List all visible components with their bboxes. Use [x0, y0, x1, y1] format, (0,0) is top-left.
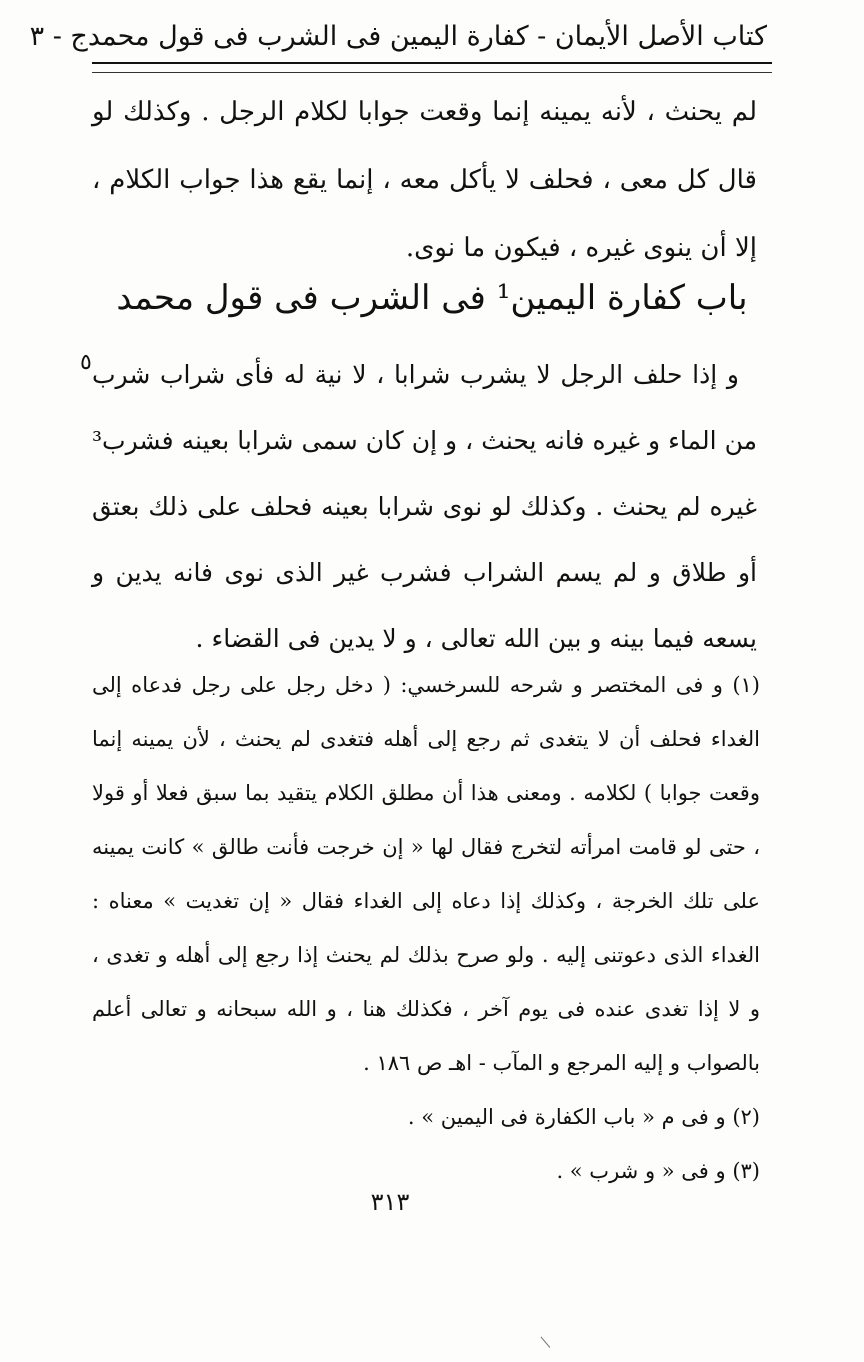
main-paragraph: لم يحنث ، لأنه يمينه إنما وقعت جوابا لكلام الرجل . وكذلك لو قال كل معى ، فحلف لا يأكل معه ، إنما يقع هذا جواب الكلام ، إلا أن ينوى غيره ، فيكون ما نوى. — [92, 97, 757, 263]
footnote-1: (١) و فى المختصر و شرحه للسرخسي: ( دخل رجل على رجل فدعاه إلى الغداء فحلف أن لا يتغدى ثم رجع إلى أهله فتغدى لم يحنث ، لأن يمينه إنما وقعت جوابا ) لكلامه . ومعنى هذا أن مطلق الكلام يتقيد بما سبق فعلا أو قولا ، حتى لو قامت امرأته لتخرج فقال لها « إن خرجت فأنت طالق » كانت يمينه على تلك الخرجة ، وكذلك إذا دعاه إلى الغداء فقال « إن تغديت » معناه : الغداء الذى دعوتنى إليه . ولو صرح بذلك لم يحنث إذا رجع إلى أهله و تغدى ، و لا إذا تغدى عنده فى يوم آخر ، فكذلك هنا ، و الله سبحانه و تعالى أعلم بالصواب و إليه المرجع و المآب - اهـ ص ١٨٦ . — [92, 673, 760, 1075]
chapter-body — [92, 342, 757, 672]
running-head-title: كتاب الأصل الأيمان - كفارة اليمين فى الشرب فى قول محمد — [87, 20, 767, 52]
footnotes — [92, 658, 760, 1198]
scan-mark — [540, 1326, 562, 1348]
header-rule-thin — [92, 72, 772, 73]
main-text — [92, 78, 757, 282]
header-rule — [92, 62, 772, 64]
footnote-2: (٢) و فى م « باب الكفارة فى اليمين » . — [407, 1105, 760, 1129]
running-head — [29, 14, 767, 58]
page-number: ٣١٣ — [370, 1188, 410, 1216]
footnote-3: (٣) و فى « و شرب » . — [556, 1159, 760, 1183]
running-head-volume: ج - ٣ — [29, 20, 88, 52]
chapter-paragraph: و إذا حلف الرجل لا يشرب شرابا ، لا نية له فأى شراب شرب من الماء و غيره فانه يحنث ، و إن كان سمى شرابا بعينه فشرب³ غيره لم يحنث . وكذلك لو نوى شرابا بعينه فحلف على ذلك بعتق أو طلاق و لم يسم الشراب فشرب غير الذى نوى فانه يدين و يسعه فيما بينه و بين الله تعالى ، و لا يدين فى القضاء . — [92, 360, 757, 653]
line-number-marker: ٥ — [80, 350, 92, 375]
chapter-heading: باب كفارة اليمين¹ فى الشرب فى قول محمد — [116, 278, 748, 318]
